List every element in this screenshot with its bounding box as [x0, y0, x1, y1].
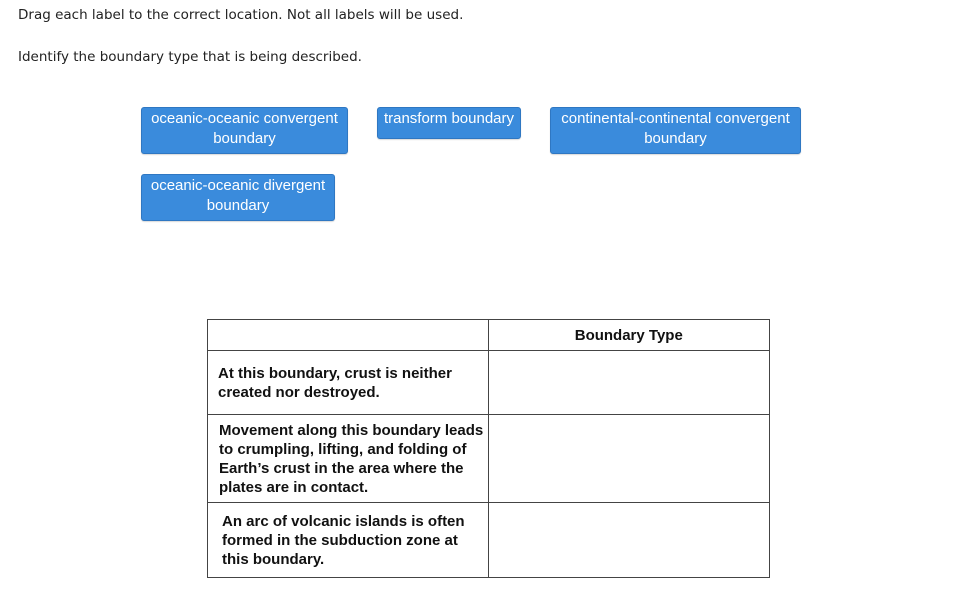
table-row [208, 503, 770, 578]
instruction-identify: Identify the boundary type that is being described. [18, 49, 362, 65]
row-description: At this boundary, crust is neither created nor destroyed. [208, 351, 489, 415]
drop-target[interactable] [488, 503, 769, 578]
row-description: An arc of volcanic islands is often formed in the subduction zone at this boundary. [208, 503, 489, 578]
header-description [208, 320, 489, 351]
boundary-table [207, 319, 770, 578]
label-continental-continental-convergent[interactable]: continental-continental convergent boundary [550, 107, 801, 154]
table-row [208, 415, 770, 503]
table-header-row [208, 320, 770, 351]
instruction-drag: Drag each label to the correct location. Not all labels will be used. [18, 7, 464, 23]
drop-target[interactable] [488, 415, 769, 503]
header-boundary-type: Boundary Type [488, 320, 769, 351]
label-oceanic-oceanic-divergent[interactable]: oceanic-oceanic divergent boundary [141, 174, 335, 221]
label-transform-boundary[interactable]: transform boundary [377, 107, 521, 139]
row-description: Movement along this boundary leads to crumpling, lifting, and folding of Earth’s crust in the area where the plates are in contact. [208, 415, 489, 503]
drop-target[interactable] [488, 351, 769, 415]
table-row [208, 351, 770, 415]
label-oceanic-oceanic-convergent[interactable]: oceanic-oceanic convergent boundary [141, 107, 348, 154]
